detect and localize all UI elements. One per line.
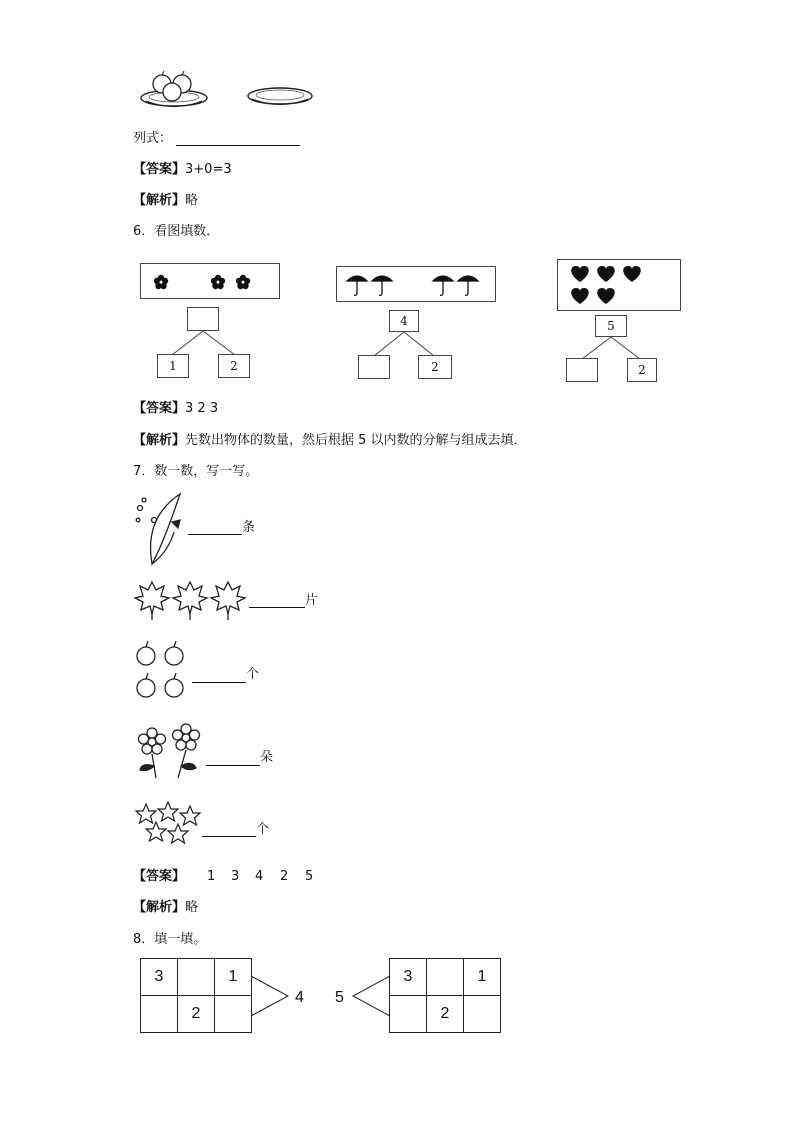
question-6-title: 6．看图填数．: [133, 224, 220, 239]
star-unit: 个: [256, 822, 270, 837]
left-grid-cell-4[interactable]: [140, 995, 178, 1033]
heart-icons: [568, 264, 668, 308]
group1-branch-lines: [150, 330, 260, 356]
analysis-text: 略: [185, 900, 199, 915]
umbrella-icons: [345, 273, 489, 299]
right-grid-cell-3[interactable]: 1: [463, 958, 501, 996]
q7-answer-1: 1: [207, 869, 216, 884]
left-grid-cell-2[interactable]: [177, 958, 215, 996]
group3-top-box[interactable]: 5: [595, 315, 627, 337]
q6-answer: [133, 400, 218, 418]
q7-analysis: [133, 899, 198, 917]
flower-icons: [151, 272, 271, 292]
formula-label: 列式：: [133, 131, 173, 146]
left-grid-cell-5[interactable]: 2: [177, 995, 215, 1033]
fish-count-blank[interactable]: [188, 534, 242, 535]
group3-right-box[interactable]: 2: [627, 358, 657, 382]
q7-answer-3: 4: [255, 869, 264, 884]
empty-plate-picture: [246, 84, 314, 110]
right-grid-cell-4[interactable]: [389, 995, 427, 1033]
group1-right-box[interactable]: 2: [218, 354, 250, 378]
analysis-text: 先数出物体的数量，然后根据 5 以内数的分解与组成去填．: [185, 433, 527, 448]
answer-tag: 【答案】: [133, 869, 186, 884]
analysis-tag: 【解析】: [133, 193, 186, 208]
question-7-title: 7．数一数，写一写。: [133, 464, 259, 479]
left-grid-cell-3[interactable]: 1: [214, 958, 252, 996]
answer-tag: 【答案】: [133, 401, 186, 416]
q5-analysis: [133, 192, 198, 210]
apples-picture: [134, 640, 190, 702]
right-grid-cell-2[interactable]: [426, 958, 464, 996]
q5-answer: [133, 161, 232, 179]
right-grid-cell-6[interactable]: [463, 995, 501, 1033]
leaf-unit: 片: [305, 593, 319, 608]
group2-left-box[interactable]: [358, 355, 390, 379]
formula-answer-blank[interactable]: [176, 145, 300, 146]
analysis-tag: 【解析】: [133, 900, 186, 915]
q7-answer-4: 2: [280, 869, 289, 884]
question-8-title: 8．填一填。: [133, 932, 207, 947]
flower-unit: 朵: [260, 750, 274, 765]
stars-picture: [134, 800, 202, 846]
fish-picture: [134, 492, 186, 566]
group2-branch-lines: [350, 331, 460, 357]
heart-picture-frame: [557, 259, 681, 311]
group1-top-box[interactable]: [187, 307, 219, 331]
right-grid-cell-1[interactable]: 3: [389, 958, 427, 996]
left-grid-result: 4: [295, 989, 304, 1006]
right-grid-arrow: [352, 958, 392, 1034]
q7-answer: [133, 868, 185, 886]
q7-answer-2: 3: [231, 869, 240, 884]
group2-top-box[interactable]: 4: [389, 310, 419, 332]
left-grid-cell-1[interactable]: 3: [140, 958, 178, 996]
analysis-tag: 【解析】: [133, 433, 186, 448]
right-grid-cell-5[interactable]: 2: [426, 995, 464, 1033]
analysis-text: 略: [185, 193, 199, 208]
answer-text: 3+0=3: [185, 162, 232, 177]
plate-with-apples-picture: [138, 68, 210, 110]
group1-left-box[interactable]: 1: [157, 354, 189, 378]
left-grid-arrow: [251, 958, 291, 1034]
maple-leaves-picture: [134, 578, 248, 622]
group2-right-box[interactable]: 2: [418, 355, 452, 379]
star-count-blank[interactable]: [202, 836, 256, 837]
q6-analysis: [133, 432, 527, 450]
answer-tag: 【答案】: [133, 162, 186, 177]
apple-count-blank[interactable]: [192, 682, 246, 683]
answer-text: 3 2 3: [185, 401, 219, 416]
group3-left-box[interactable]: [566, 358, 598, 382]
two-flowers-picture: [134, 726, 206, 780]
flower-picture-frame: [140, 263, 280, 299]
q7-answer-5: 5: [305, 869, 314, 884]
umbrella-picture-frame: [336, 266, 496, 302]
group3-branch-lines: [570, 336, 670, 360]
leaf-count-blank[interactable]: [249, 607, 305, 608]
right-grid-result: 5: [335, 989, 344, 1006]
apple-unit: 个: [246, 667, 260, 682]
fish-unit: 条: [242, 520, 256, 535]
flower-count-blank[interactable]: [206, 765, 260, 766]
left-grid-cell-6[interactable]: [214, 995, 252, 1033]
